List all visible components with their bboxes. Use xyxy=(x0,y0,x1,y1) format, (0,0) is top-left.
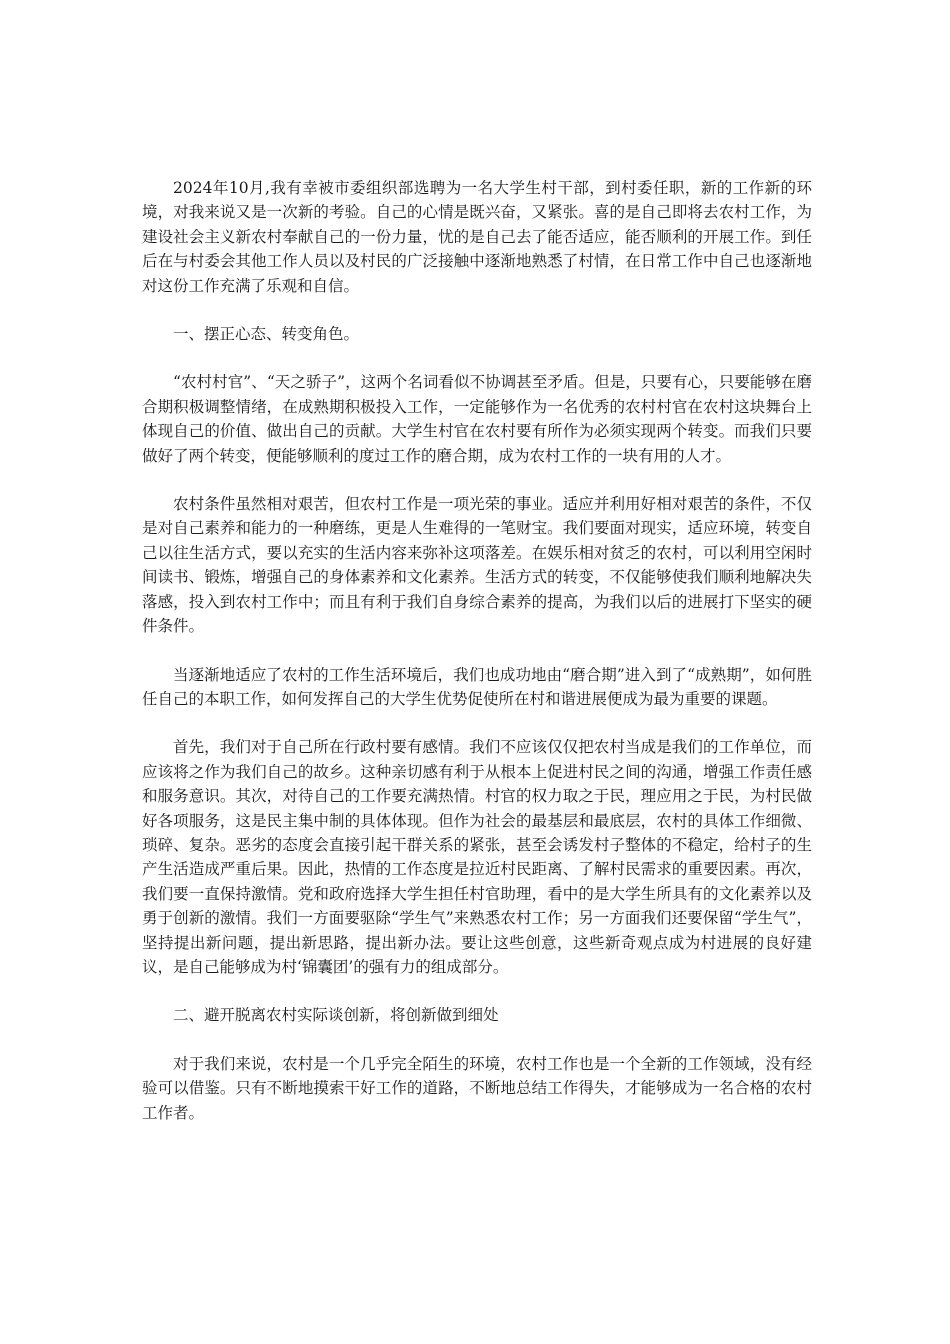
section-heading-1: 一、摆正心态、转变角色。 xyxy=(173,325,360,344)
body-paragraph: 首先，我们对于自己所在行政村要有感情。我们不应该仅仅把农村当成是我们的工作单位，而应该将之作为我们自己的故乡。这种亲切感有利于从根本上促进村民之间的沟通，增强工作责任感和服务意识。其次，对待自己的工作要充满热情。村官的权力取之于民，理应用之于民，为村民做好各项服务，这是民主集中制的具体体现。但作为社会的最基层和最底层，农村的具体工作细微、琐碎、复杂。恶劣的态度会直接引起干群关系的紧张，甚至会诱发村子整体的不稳定，给村子的生产生活造成严重后果。因此，热情的工作态度是拉近村民距离、了解村民需求的重要因素。再次，我们要一直保持激情。党和政府选择大学生担任村官助理，看中的是大学生所具有的文化素养以及勇于创新的激情。我们一方面要驱除“学生气”来熟悉农村工作；另一方面我们还要保留“学生气”，坚持提出新问题，提出新思路，提出新办法。要让这些创意，这些新奇观点成为村进展的良好建议，是自己能够成为村‘锦囊团’的强有力的组成部分。 xyxy=(142,738,812,976)
section-heading-2: 二、避开脱离农村实际谈创新，将创新做到细处 xyxy=(173,1006,499,1025)
body-paragraph: 农村条件虽然相对艰苦，但农村工作是一项光荣的事业。适应并利用好相对艰苦的条件，不仅是对自己素养和能力的一种磨练，更是人生难得的一笔财宝。我们要面对现实，适应环境，转变自己以往生活方式，要以充实的生活内容来弥补这项落差。在娱乐相对贫乏的农村，可以利用空闲时间读书、锻炼，增强自己的身体素养和文化素养。生活方式的转变，不仅能够使我们顺利地解决失落感，投入到农村工作中；而且有利于我们自身综合素养的提高，为我们以后的进展打下坚实的硬件条件。 xyxy=(142,495,812,636)
document-body xyxy=(142,176,812,1149)
body-paragraph: 当逐渐地适应了农村的工作生活环境后，我们也成功地由“磨合期”进入到了“成熟期”，如何胜任自己的本职工作，如何发挥自己的大学生优势促使所在村和谐进展便成为最为重要的课题。 xyxy=(142,665,812,708)
intro-paragraph: 2024年10月,我有幸被市委组织部选聘为一名大学生村干部，到村委任职，新的工作新的环境，对我来说又是一次新的考验。自己的心情是既兴奋，又紧张。喜的是自己即将去农村工作，为建设社会主义新农村奉献自己的一份力量，忧的是自己去了能否适应，能否顺利的开展工作。到任后在与村委会其他工作人员以及村民的广泛接触中逐渐地熟悉了村情，在日常工作中自己也逐渐地对这份工作充满了乐观和自信。 xyxy=(142,179,812,295)
body-paragraph: 对于我们来说，农村是一个几乎完全陌生的环境，农村工作也是一个全新的工作领域，没有经验可以借鉴。只有不断地摸索干好工作的道路，不断地总结工作得失，才能够成为一名合格的农村工作者。 xyxy=(142,1054,812,1122)
body-paragraph: “农村村官”、“天之骄子”，这两个名词看似不协调甚至矛盾。但是，只要有心，只要能够在磨合期积极调整情绪，在成熟期积极投入工作，一定能够作为一名优秀的农村村官在农村这块舞台上体现自己的价值、做出自己的贡献。大学生村官在农村要有所作为必须实现两个转变。而我们只要做好了两个转变，便能够顺利的度过工作的磨合期，成为农村工作的一块有用的人才。 xyxy=(142,373,812,465)
